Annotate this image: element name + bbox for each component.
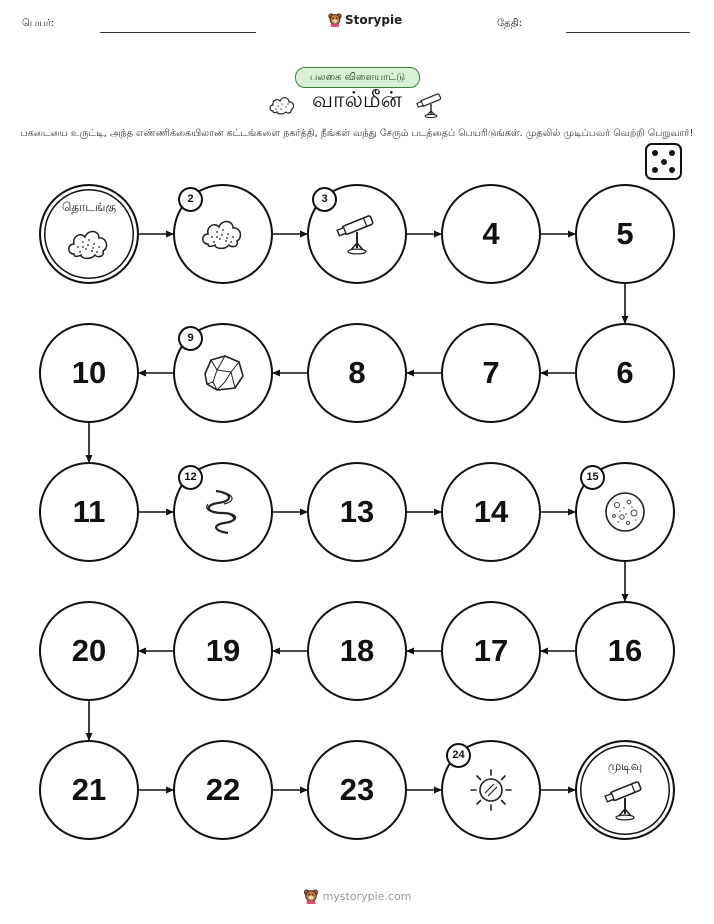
comet-nucleus-icon	[602, 489, 648, 539]
board-space-18[interactable]	[307, 601, 407, 701]
finish-label: முடிவு	[607, 759, 643, 773]
space-number: 13	[339, 494, 375, 529]
board-space-13[interactable]	[307, 462, 407, 562]
space-number-badge: 12	[178, 465, 203, 490]
finish-space[interactable]	[575, 740, 675, 840]
board-space-14[interactable]	[441, 462, 541, 562]
footer	[0, 888, 714, 904]
space-number: 21	[71, 772, 107, 807]
rock-icon	[199, 352, 247, 398]
start-space[interactable]	[39, 184, 139, 284]
board-space-22[interactable]	[173, 740, 273, 840]
start-label: தொடங்கு	[61, 200, 117, 214]
space-number: 16	[607, 633, 643, 668]
date-label: தேதி:	[497, 18, 523, 29]
space-number: 5	[616, 216, 634, 251]
name-label: பெயர்:	[22, 18, 55, 29]
space-number: 19	[205, 633, 241, 668]
board-space-11[interactable]	[39, 462, 139, 562]
board-space-6[interactable]	[575, 323, 675, 423]
brand-name: Storypie	[345, 12, 403, 27]
board-space-7[interactable]	[441, 323, 541, 423]
telescope-icon	[333, 212, 381, 260]
game-type-tag: பலகை விளையாட்டு	[295, 67, 420, 88]
board-space-17[interactable]	[441, 601, 541, 701]
cloud-icon	[66, 227, 112, 265]
cloud-icon	[200, 217, 246, 255]
space-number: 18	[339, 633, 375, 668]
telescope-icon	[601, 778, 649, 826]
space-number: 8	[348, 355, 366, 390]
space-number: 23	[339, 772, 375, 807]
space-number: 11	[72, 494, 106, 529]
space-number: 4	[482, 216, 500, 251]
board-space-19[interactable]	[173, 601, 273, 701]
board-space-10[interactable]	[39, 323, 139, 423]
board-space-5[interactable]	[575, 184, 675, 284]
board-space-8[interactable]	[307, 323, 407, 423]
tail-icon	[198, 487, 248, 541]
page-title: வால்மீன்	[312, 88, 402, 113]
space-number-badge: 15	[580, 465, 605, 490]
board-space-23[interactable]	[307, 740, 407, 840]
footer-site[interactable]: mystorypie.com	[322, 889, 412, 903]
space-number: 10	[71, 355, 107, 390]
board-space-16[interactable]	[575, 601, 675, 701]
space-number-badge: 2	[178, 187, 203, 212]
bear-mascot-icon	[303, 888, 319, 904]
board-space-21[interactable]	[39, 740, 139, 840]
board-space-4[interactable]	[441, 184, 541, 284]
space-number: 22	[205, 772, 241, 807]
board-space-20[interactable]	[39, 601, 139, 701]
space-number-badge: 9	[178, 326, 203, 351]
space-number: 17	[473, 633, 509, 668]
space-number: 20	[71, 633, 107, 668]
space-number: 14	[473, 494, 509, 529]
space-number-badge: 3	[312, 187, 337, 212]
space-number: 6	[616, 355, 634, 390]
space-number: 7	[482, 355, 500, 390]
instructions-text: பகடையை உருட்டி, அந்த எண்ணிக்கையிலான கட்டங்களை நகர்த்தி, நீங்கள் வந்து சேரும் படத்தைப் பெயரிடுங்கள். முதலில் முடிப்பவர் வெற்றி பெறுவார்!	[20, 128, 694, 139]
sun-icon	[467, 766, 515, 818]
space-number-badge: 24	[446, 743, 471, 768]
